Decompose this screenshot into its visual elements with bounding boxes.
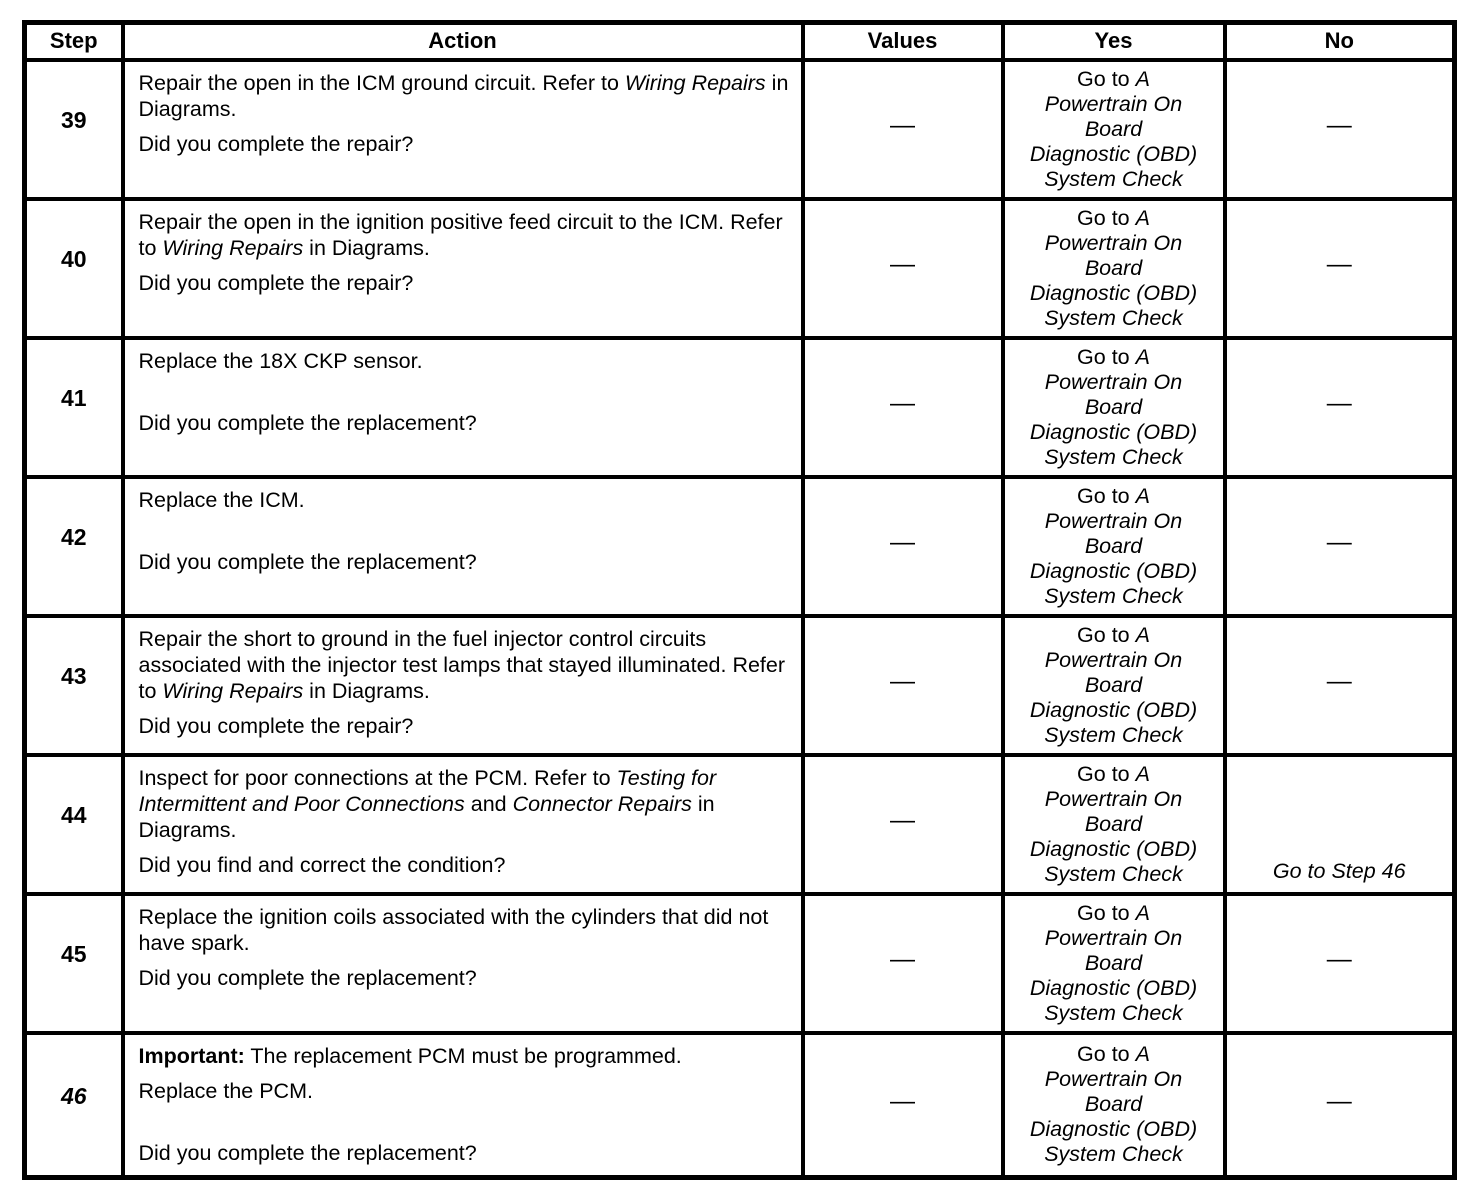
text-line <box>1007 1142 1221 1167</box>
values-cell: — <box>803 894 1003 1033</box>
text-segment: System Check <box>1044 722 1183 747</box>
text-line <box>1007 812 1221 837</box>
yes-cell <box>1003 477 1225 616</box>
text-line <box>1007 67 1221 92</box>
action-question <box>139 852 791 878</box>
text-segment: Board <box>1084 1092 1143 1116</box>
text-segment: Did you complete the replacement? <box>138 410 477 435</box>
text-segment: Testing for Intermittent and Poor Connections <box>138 765 717 816</box>
text-line <box>1007 787 1221 812</box>
text-segment: Diagnostic (OBD) <box>1029 836 1198 861</box>
action-text <box>139 765 791 843</box>
text-segment: A <box>1135 900 1150 925</box>
text-segment: Diagnostic (OBD) <box>1029 975 1198 1000</box>
table-row-step-43 <box>25 616 1455 755</box>
text-line <box>1007 723 1221 748</box>
text-line <box>1007 395 1221 420</box>
table-row-step-44 <box>25 755 1455 894</box>
header-row <box>25 23 1455 60</box>
text-line <box>1007 445 1221 470</box>
text-segment: Did you complete the repair? <box>138 713 414 738</box>
col-header-values: Values <box>803 23 1003 60</box>
text-line <box>1007 420 1221 445</box>
action-question <box>139 965 791 991</box>
action-cell <box>123 199 803 338</box>
text-line <box>1007 281 1221 306</box>
no-cell: — <box>1225 199 1455 338</box>
text-line <box>1007 484 1221 509</box>
text-segment: Powertrain On <box>1044 786 1183 811</box>
text-segment: Did you find and correct the condition? <box>138 852 506 877</box>
text-segment: in Diagrams. <box>138 70 789 121</box>
text-line <box>1007 698 1221 723</box>
step-number: 43 <box>25 616 123 755</box>
text-segment: Replace the ignition coils associated with the cylinders that did not have spark. <box>138 904 769 955</box>
text-segment: A <box>1135 1042 1150 1066</box>
step-number: 42 <box>25 477 123 616</box>
text-line <box>1007 1092 1221 1117</box>
text-segment: Did you complete the replacement? <box>138 1140 477 1165</box>
action-important <box>139 1043 791 1069</box>
text-line <box>1007 648 1221 673</box>
action-text <box>139 70 791 122</box>
yes-cell <box>1003 60 1225 199</box>
text-line <box>1007 926 1221 951</box>
text-line <box>1007 117 1221 142</box>
text-line <box>1007 1001 1221 1026</box>
text-segment: Board <box>1084 950 1143 975</box>
text-segment: Connector Repairs <box>512 791 692 816</box>
text-segment: Diagnostic (OBD) <box>1029 558 1198 583</box>
text-segment: Go to <box>1077 344 1136 369</box>
text-segment: Go to <box>1077 483 1136 508</box>
text-segment: and <box>464 791 513 816</box>
action-cell <box>123 338 803 477</box>
yes-cell <box>1003 199 1225 338</box>
text-segment: Diagnostic (OBD) <box>1029 419 1198 444</box>
table-row-step-46 <box>25 1033 1455 1178</box>
text-line <box>1007 509 1221 534</box>
yes-cell <box>1003 616 1225 755</box>
text-segment: Powertrain On <box>1044 508 1183 533</box>
text-line <box>1007 345 1221 370</box>
action-text <box>139 487 791 513</box>
text-segment: Powertrain On <box>1044 647 1183 672</box>
text-segment: Powertrain On <box>1044 91 1183 116</box>
table-row-step-45 <box>25 894 1455 1033</box>
yes-cell <box>1003 894 1225 1033</box>
text-segment: Go to <box>1077 66 1136 91</box>
no-cell: — <box>1225 616 1455 755</box>
text-segment: Did you complete the repair? <box>138 131 414 156</box>
action-question <box>139 131 791 157</box>
step-number: 45 <box>25 894 123 1033</box>
text-segment: Powertrain On <box>1044 1067 1183 1091</box>
action-question <box>139 1140 791 1166</box>
action-text <box>139 209 791 261</box>
text-segment: Diagnostic (OBD) <box>1029 280 1198 305</box>
action-cell <box>123 1033 803 1178</box>
text-segment: Go to <box>1077 622 1136 647</box>
col-header-step: Step <box>25 23 123 60</box>
text-segment: Inspect for poor connections at the PCM. Refer to <box>138 765 617 790</box>
step-number: 39 <box>25 60 123 199</box>
table-row-step-39 <box>25 60 1455 199</box>
yes-cell <box>1003 755 1225 894</box>
col-header-yes: Yes <box>1003 23 1225 60</box>
text-segment: Board <box>1084 255 1143 280</box>
text-segment: Board <box>1084 672 1143 697</box>
text-segment: Replace the ICM. <box>138 487 305 512</box>
action-cell <box>123 477 803 616</box>
text-line <box>1007 559 1221 584</box>
text-line <box>1007 901 1221 926</box>
text-segment: System Check <box>1044 444 1183 469</box>
table-row-step-40 <box>25 199 1455 338</box>
text-segment: Replace the PCM. <box>138 1078 313 1103</box>
action-question <box>139 410 791 436</box>
text-line <box>1007 1042 1221 1067</box>
text-line <box>1007 862 1221 887</box>
text-segment: Replace the 18X CKP sensor. <box>138 348 423 373</box>
text-segment: Did you complete the replacement? <box>138 965 477 990</box>
text-segment: Go to <box>1077 761 1136 786</box>
step-number: 41 <box>25 338 123 477</box>
values-cell: — <box>803 199 1003 338</box>
text-segment: System Check <box>1044 1142 1183 1166</box>
values-cell: — <box>803 1033 1003 1178</box>
text-segment: A <box>1135 66 1150 91</box>
text-line <box>1007 673 1221 698</box>
text-segment: Did you complete the replacement? <box>138 549 477 574</box>
action-text <box>139 1078 791 1104</box>
values-cell: — <box>803 755 1003 894</box>
text-line <box>1007 370 1221 395</box>
text-line <box>1007 584 1221 609</box>
text-segment: A <box>1135 205 1150 230</box>
text-segment: Diagnostic (OBD) <box>1029 697 1198 722</box>
col-header-action: Action <box>123 23 803 60</box>
text-segment: A <box>1135 622 1150 647</box>
text-segment: Wiring Repairs <box>162 678 304 703</box>
text-segment: A <box>1135 344 1150 369</box>
action-question <box>139 270 791 296</box>
action-question <box>139 549 791 575</box>
yes-cell <box>1003 338 1225 477</box>
text-segment: in Diagrams. <box>303 678 430 703</box>
action-cell <box>123 755 803 894</box>
text-line <box>1007 256 1221 281</box>
text-line <box>1007 142 1221 167</box>
text-segment: Repair the open in the ignition positive feed circuit to the ICM. Refer to <box>138 209 783 260</box>
action-question <box>139 713 791 739</box>
text-segment: System Check <box>1044 166 1183 191</box>
action-cell <box>123 894 803 1033</box>
text-segment: in Diagrams. <box>303 235 430 260</box>
text-segment: Powertrain On <box>1044 230 1183 255</box>
no-cell: — <box>1225 1033 1455 1178</box>
text-line <box>1007 623 1221 648</box>
text-line <box>1007 1067 1221 1092</box>
text-line <box>1007 976 1221 1001</box>
table-row-step-41 <box>25 338 1455 477</box>
text-line <box>1007 231 1221 256</box>
col-header-no: No <box>1225 23 1455 60</box>
text-segment: Diagnostic (OBD) <box>1029 1117 1198 1141</box>
text-segment: Go to <box>1077 900 1136 925</box>
text-line <box>1007 534 1221 559</box>
diagnostic-table <box>22 20 1457 1180</box>
text-line <box>1007 762 1221 787</box>
text-segment: Go to <box>1077 1042 1136 1066</box>
text-segment: Diagnostic (OBD) <box>1029 141 1198 166</box>
text-segment: Go to <box>1077 205 1136 230</box>
no-cell: Go to Step 46 <box>1225 755 1455 894</box>
text-segment: Board <box>1084 394 1143 419</box>
no-cell: — <box>1225 477 1455 616</box>
text-segment: Wiring Repairs <box>162 235 304 260</box>
text-segment: System Check <box>1044 583 1183 608</box>
text-line <box>1007 1117 1221 1142</box>
text-segment: Powertrain On <box>1044 369 1183 394</box>
text-line <box>1007 167 1221 192</box>
step-number: 40 <box>25 199 123 338</box>
text-segment: Repair the open in the ICM ground circuit. Refer to <box>138 70 625 95</box>
values-cell: — <box>803 477 1003 616</box>
text-segment: System Check <box>1044 1000 1183 1025</box>
action-text <box>139 626 791 704</box>
text-segment: Board <box>1084 811 1143 836</box>
text-segment: Board <box>1084 533 1143 558</box>
action-text <box>139 904 791 956</box>
values-cell: — <box>803 616 1003 755</box>
text-segment: in Diagrams. <box>138 791 715 842</box>
text-segment: Wiring Repairs <box>624 70 766 95</box>
text-line <box>1007 206 1221 231</box>
values-cell: — <box>803 338 1003 477</box>
text-segment: Powertrain On <box>1044 925 1183 950</box>
yes-cell <box>1003 1033 1225 1178</box>
text-line <box>1007 837 1221 862</box>
step-number: 46 <box>25 1033 123 1178</box>
text-segment: Repair the short to ground in the fuel injector control circuits associated with the injector test lamps that stayed illuminated. Refer to <box>138 626 786 703</box>
action-cell <box>123 60 803 199</box>
text-segment: Did you complete the repair? <box>138 270 414 295</box>
text-segment: Board <box>1084 116 1143 141</box>
text-segment: System Check <box>1044 305 1183 330</box>
action-text <box>139 348 791 374</box>
text-line <box>1007 306 1221 331</box>
text-line <box>1007 92 1221 117</box>
text-segment: Important: <box>138 1043 245 1068</box>
no-cell: — <box>1225 60 1455 199</box>
text-segment: The replacement PCM must be programmed. <box>244 1043 682 1068</box>
text-segment: A <box>1135 483 1150 508</box>
step-number: 44 <box>25 755 123 894</box>
table-row-step-42 <box>25 477 1455 616</box>
action-cell <box>123 616 803 755</box>
values-cell: — <box>803 60 1003 199</box>
text-segment: A <box>1135 761 1150 786</box>
no-cell: — <box>1225 894 1455 1033</box>
text-segment: System Check <box>1044 861 1183 886</box>
text-line <box>1007 951 1221 976</box>
no-cell: — <box>1225 338 1455 477</box>
